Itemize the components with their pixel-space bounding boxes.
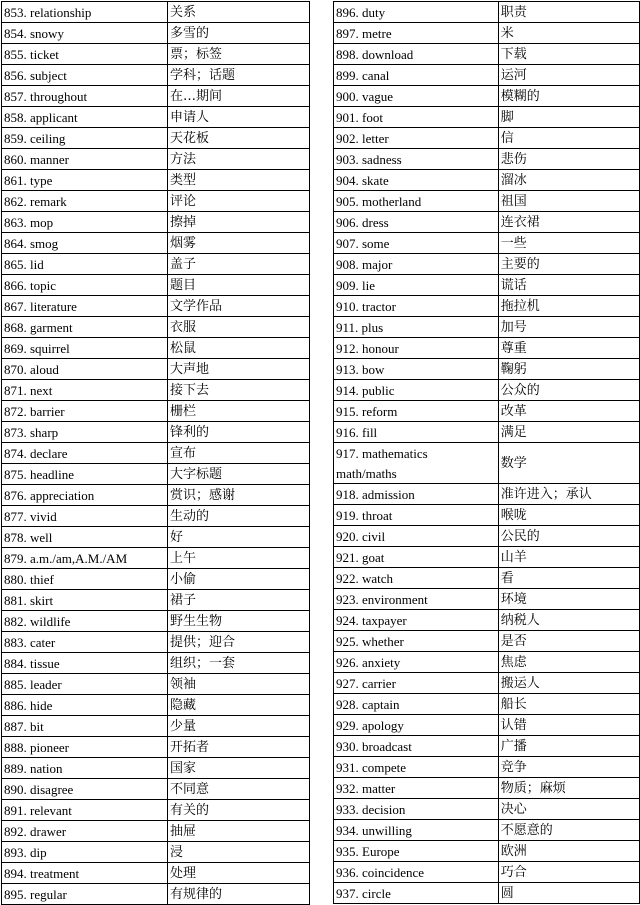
vocab-row (334, 547, 640, 568)
vocab-row (2, 863, 310, 884)
english-word: 858. applicant (2, 107, 168, 128)
chinese-meaning: 天花板 (168, 128, 310, 149)
chinese-meaning: 裙子 (168, 590, 310, 611)
vocab-row (334, 317, 640, 338)
english-word: 932. matter (334, 778, 499, 799)
english-word: 931. compete (334, 757, 499, 778)
vocab-row (2, 506, 310, 527)
english-word: 866. topic (2, 275, 168, 296)
chinese-meaning: 大字标题 (168, 464, 310, 485)
vocab-row (334, 484, 640, 505)
chinese-meaning: 连衣裙 (498, 212, 639, 233)
english-word: 907. some (334, 233, 499, 254)
english-word: 930. broadcast (334, 736, 499, 757)
vocab-row (2, 464, 310, 485)
vocab-row (334, 170, 640, 191)
chinese-meaning: 隐藏 (168, 695, 310, 716)
vocab-row (334, 694, 640, 715)
english-word: 918. admission (334, 484, 499, 505)
chinese-meaning: 悲伤 (498, 149, 639, 170)
english-word: 887. bit (2, 716, 168, 737)
chinese-meaning: 广播 (498, 736, 639, 757)
vocab-row (2, 233, 310, 254)
chinese-meaning: 学科；话题 (168, 65, 310, 86)
english-word: 928. captain (334, 694, 499, 715)
chinese-meaning: 组织；一套 (168, 653, 310, 674)
vocab-row (334, 505, 640, 526)
chinese-meaning: 公众的 (498, 380, 639, 401)
vocab-row (2, 821, 310, 842)
english-word: 901. foot (334, 107, 499, 128)
chinese-meaning: 锋利的 (168, 422, 310, 443)
vocab-row (334, 44, 640, 65)
chinese-meaning: 开拓者 (168, 737, 310, 758)
chinese-meaning: 提供；迎合 (168, 632, 310, 653)
chinese-meaning: 看 (498, 568, 639, 589)
english-word: 875. headline (2, 464, 168, 485)
english-word: 910. tractor (334, 296, 499, 317)
vocab-row (2, 884, 310, 905)
vocab-row (334, 610, 640, 631)
vocab-row (2, 2, 310, 23)
chinese-meaning: 生动的 (168, 506, 310, 527)
chinese-meaning: 一些 (498, 233, 639, 254)
vocab-row (2, 653, 310, 674)
vocab-row (2, 296, 310, 317)
vocab-row (2, 779, 310, 800)
vocab-row (334, 652, 640, 673)
vocab-table-right (333, 1, 640, 904)
chinese-meaning: 脚 (498, 107, 639, 128)
vocab-row (2, 128, 310, 149)
chinese-meaning: 盖子 (168, 254, 310, 275)
vocab-row (2, 611, 310, 632)
english-word: 916. fill (334, 422, 499, 443)
vocab-row (2, 737, 310, 758)
vocab-row (2, 86, 310, 107)
vocab-row (2, 107, 310, 128)
vocab-row (2, 275, 310, 296)
chinese-meaning: 拖拉机 (498, 296, 639, 317)
english-word: 922. watch (334, 568, 499, 589)
vocab-row (334, 778, 640, 799)
english-word: 874. declare (2, 443, 168, 464)
chinese-meaning: 圆 (498, 883, 639, 904)
chinese-meaning: 谎话 (498, 275, 639, 296)
chinese-meaning: 上午 (168, 548, 310, 569)
english-word: 884. tissue (2, 653, 168, 674)
vocab-row (334, 149, 640, 170)
english-word: 870. aloud (2, 359, 168, 380)
chinese-meaning: 烟雾 (168, 233, 310, 254)
english-word: 899. canal (334, 65, 499, 86)
chinese-meaning: 赏识；感谢 (168, 485, 310, 506)
vocab-row (2, 338, 310, 359)
english-word: 903. sadness (334, 149, 499, 170)
english-word: 877. vivid (2, 506, 168, 527)
english-word: 863. mop (2, 212, 168, 233)
english-word: 871. next (2, 380, 168, 401)
chinese-meaning: 处理 (168, 863, 310, 884)
english-word: 890. disagree (2, 779, 168, 800)
vocab-row (2, 695, 310, 716)
chinese-meaning: 米 (498, 23, 639, 44)
chinese-meaning: 浸 (168, 842, 310, 863)
chinese-meaning: 焦虑 (498, 652, 639, 673)
english-word: 864. smog (2, 233, 168, 254)
english-word: 934. unwilling (334, 820, 499, 841)
vocab-row (2, 359, 310, 380)
vocab-row (334, 359, 640, 380)
vocab-row (334, 212, 640, 233)
vocab-row (2, 443, 310, 464)
english-word: 909. lie (334, 275, 499, 296)
chinese-meaning: 有规律的 (168, 884, 310, 905)
english-word: 892. drawer (2, 821, 168, 842)
english-word: 865. lid (2, 254, 168, 275)
english-word: 897. metre (334, 23, 499, 44)
english-word: 917. mathematics (334, 443, 499, 464)
vocab-row (334, 65, 640, 86)
english-word: 919. throat (334, 505, 499, 526)
chinese-meaning: 少量 (168, 716, 310, 737)
english-word: 886. hide (2, 695, 168, 716)
vocab-table-right-body (334, 2, 640, 904)
english-word: 915. reform (334, 401, 499, 422)
chinese-meaning: 巧合 (498, 862, 639, 883)
chinese-meaning: 野生生物 (168, 611, 310, 632)
vocab-row (334, 338, 640, 359)
chinese-meaning: 申请人 (168, 107, 310, 128)
vocab-row (2, 758, 310, 779)
english-word: 893. dip (2, 842, 168, 863)
chinese-meaning: 模糊的 (498, 86, 639, 107)
english-word: 921. goat (334, 547, 499, 568)
english-word: 929. apology (334, 715, 499, 736)
vocab-row (2, 44, 310, 65)
english-word: 924. taxpayer (334, 610, 499, 631)
english-word: 876. appreciation (2, 485, 168, 506)
vocab-row (2, 212, 310, 233)
vocab-row (2, 317, 310, 338)
english-word: 894. treatment (2, 863, 168, 884)
vocab-row (2, 65, 310, 86)
chinese-meaning: 松鼠 (168, 338, 310, 359)
vocab-row (2, 401, 310, 422)
vocab-row (2, 716, 310, 737)
english-word: 861. type (2, 170, 168, 191)
vocab-row (334, 107, 640, 128)
chinese-meaning: 欧洲 (498, 841, 639, 862)
vocab-row (334, 736, 640, 757)
chinese-meaning: 栅栏 (168, 401, 310, 422)
english-word: 878. well (2, 527, 168, 548)
english-word: 880. thief (2, 569, 168, 590)
english-word: 881. skirt (2, 590, 168, 611)
chinese-meaning: 小偷 (168, 569, 310, 590)
chinese-meaning: 数学 (498, 443, 639, 484)
vocab-row (2, 800, 310, 821)
chinese-meaning: 满足 (498, 422, 639, 443)
chinese-meaning: 船长 (498, 694, 639, 715)
vocab-row (2, 23, 310, 44)
vocab-row (334, 715, 640, 736)
english-word: 868. garment (2, 317, 168, 338)
vocab-row (334, 526, 640, 547)
chinese-meaning: 领袖 (168, 674, 310, 695)
vocab-row (334, 233, 640, 254)
vocab-row (334, 86, 640, 107)
english-word: 904. skate (334, 170, 499, 191)
vocab-row (334, 568, 640, 589)
chinese-meaning: 准许进入；承认 (498, 484, 639, 505)
vocab-row (334, 443, 640, 464)
chinese-meaning: 加号 (498, 317, 639, 338)
english-word: 860. manner (2, 149, 168, 170)
vocab-row (2, 422, 310, 443)
chinese-meaning: 纳税人 (498, 610, 639, 631)
english-word: 873. sharp (2, 422, 168, 443)
chinese-meaning: 好 (168, 527, 310, 548)
english-word: 898. download (334, 44, 499, 65)
chinese-meaning: 决心 (498, 799, 639, 820)
english-word: 902. letter (334, 128, 499, 149)
english-word: 879. a.m./am,A.M./AM (2, 548, 168, 569)
vocab-row (334, 820, 640, 841)
vocab-row (334, 422, 640, 443)
vocab-row (334, 673, 640, 694)
vocab-row (2, 170, 310, 191)
vocab-row (334, 862, 640, 883)
chinese-meaning: 环境 (498, 589, 639, 610)
chinese-meaning: 接下去 (168, 380, 310, 401)
english-word: 888. pioneer (2, 737, 168, 758)
vocab-row (334, 589, 640, 610)
chinese-meaning: 认错 (498, 715, 639, 736)
chinese-meaning: 运河 (498, 65, 639, 86)
english-word-line2: math/maths (334, 463, 499, 484)
english-word: 889. nation (2, 758, 168, 779)
chinese-meaning: 鞠躬 (498, 359, 639, 380)
vocab-row (2, 842, 310, 863)
chinese-meaning: 衣服 (168, 317, 310, 338)
vocab-row (2, 527, 310, 548)
chinese-meaning: 国家 (168, 758, 310, 779)
english-word: 855. ticket (2, 44, 168, 65)
chinese-meaning: 搬运人 (498, 673, 639, 694)
vocab-row (334, 2, 640, 23)
vocab-row (334, 23, 640, 44)
english-word: 933. decision (334, 799, 499, 820)
chinese-meaning: 文学作品 (168, 296, 310, 317)
vocab-row (2, 485, 310, 506)
english-word: 905. motherland (334, 191, 499, 212)
chinese-meaning: 关系 (168, 2, 310, 23)
chinese-meaning: 多雪的 (168, 23, 310, 44)
english-word: 895. regular (2, 884, 168, 905)
vocab-row (334, 841, 640, 862)
vocab-row (2, 380, 310, 401)
chinese-meaning: 有关的 (168, 800, 310, 821)
vocab-row (2, 149, 310, 170)
chinese-meaning: 祖国 (498, 191, 639, 212)
english-word: 900. vague (334, 86, 499, 107)
chinese-meaning: 信 (498, 128, 639, 149)
vocab-row (2, 569, 310, 590)
chinese-meaning: 票；标签 (168, 44, 310, 65)
chinese-meaning: 不同意 (168, 779, 310, 800)
chinese-meaning: 评论 (168, 191, 310, 212)
english-word: 862. remark (2, 191, 168, 212)
chinese-meaning: 题目 (168, 275, 310, 296)
vocab-row (2, 674, 310, 695)
english-word: 935. Europe (334, 841, 499, 862)
english-word: 891. relevant (2, 800, 168, 821)
chinese-meaning: 下载 (498, 44, 639, 65)
vocab-row (2, 254, 310, 275)
english-word: 911. plus (334, 317, 499, 338)
english-word: 885. leader (2, 674, 168, 695)
chinese-meaning: 竞争 (498, 757, 639, 778)
chinese-meaning: 方法 (168, 149, 310, 170)
english-word: 882. wildlife (2, 611, 168, 632)
chinese-meaning: 抽屉 (168, 821, 310, 842)
english-word: 856. subject (2, 65, 168, 86)
vocab-row (334, 128, 640, 149)
english-word: 920. civil (334, 526, 499, 547)
vocab-row (334, 296, 640, 317)
vocab-row (334, 191, 640, 212)
english-word: 854. snowy (2, 23, 168, 44)
vocab-row (334, 254, 640, 275)
vocab-row (2, 590, 310, 611)
english-word: 912. honour (334, 338, 499, 359)
chinese-meaning: 不愿意的 (498, 820, 639, 841)
chinese-meaning: 山羊 (498, 547, 639, 568)
vocab-row (2, 632, 310, 653)
english-word: 925. whether (334, 631, 499, 652)
vocab-row (334, 883, 640, 904)
english-word: 853. relationship (2, 2, 168, 23)
chinese-meaning: 类型 (168, 170, 310, 191)
english-word: 923. environment (334, 589, 499, 610)
english-word: 869. squirrel (2, 338, 168, 359)
vocab-table-left (1, 1, 310, 905)
chinese-meaning: 改革 (498, 401, 639, 422)
english-word: 883. cater (2, 632, 168, 653)
chinese-meaning: 喉咙 (498, 505, 639, 526)
chinese-meaning: 宣布 (168, 443, 310, 464)
vocab-row (334, 275, 640, 296)
english-word: 867. literature (2, 296, 168, 317)
english-word: 896. duty (334, 2, 499, 23)
chinese-meaning: 是否 (498, 631, 639, 652)
vocab-row (334, 799, 640, 820)
chinese-meaning: 职责 (498, 2, 639, 23)
english-word: 857. throughout (2, 86, 168, 107)
vocab-row (2, 191, 310, 212)
chinese-meaning: 物质；麻烦 (498, 778, 639, 799)
chinese-meaning: 尊重 (498, 338, 639, 359)
chinese-meaning: 主要的 (498, 254, 639, 275)
english-word: 872. barrier (2, 401, 168, 422)
vocab-table-left-body (2, 2, 310, 905)
chinese-meaning: 擦掉 (168, 212, 310, 233)
chinese-meaning: 大声地 (168, 359, 310, 380)
english-word: 859. ceiling (2, 128, 168, 149)
vocab-row (334, 380, 640, 401)
vocab-row (334, 401, 640, 422)
english-word: 906. dress (334, 212, 499, 233)
chinese-meaning: 溜冰 (498, 170, 639, 191)
english-word: 926. anxiety (334, 652, 499, 673)
vocab-row (334, 757, 640, 778)
english-word: 937. circle (334, 883, 499, 904)
english-word: 914. public (334, 380, 499, 401)
english-word: 927. carrier (334, 673, 499, 694)
english-word: 936. coincidence (334, 862, 499, 883)
vocab-row (2, 548, 310, 569)
chinese-meaning: 公民的 (498, 526, 639, 547)
vocab-row (334, 631, 640, 652)
chinese-meaning: 在…期间 (168, 86, 310, 107)
english-word: 908. major (334, 254, 499, 275)
english-word: 913. bow (334, 359, 499, 380)
